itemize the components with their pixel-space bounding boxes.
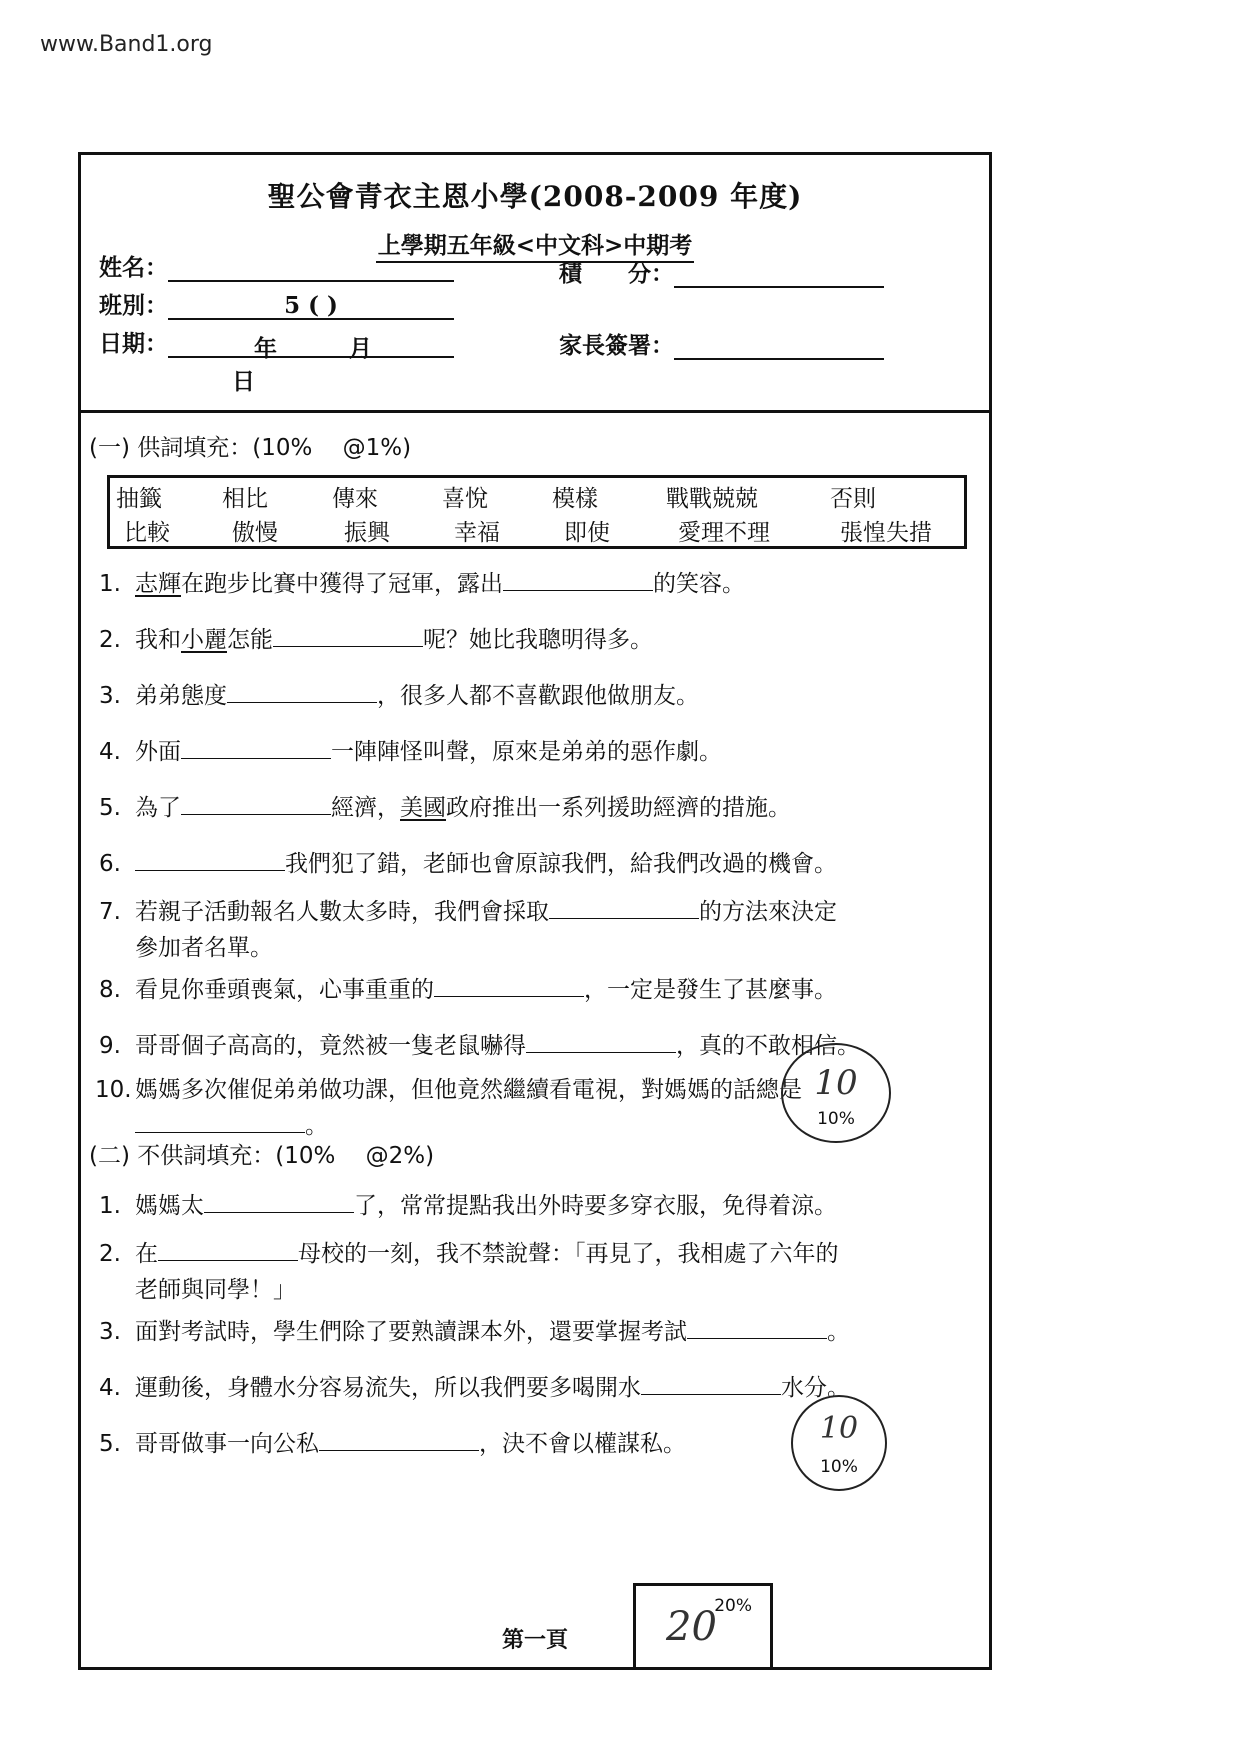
section2-score-percent: 10% bbox=[820, 1457, 858, 1477]
s1-question-7: 7. 若親子活動報名人數太多時，我們會採取 的方法來決定 bbox=[99, 899, 837, 925]
word-bank-item: 否則 bbox=[830, 486, 876, 512]
word-bank-item: 模樣 bbox=[552, 486, 598, 512]
section1-score-circle bbox=[781, 1043, 891, 1143]
word-bank-item: 戰戰兢兢 bbox=[666, 486, 758, 512]
school-title: 聖公會青衣主恩小學(2008-2009 年度) bbox=[267, 180, 803, 213]
answer-blank[interactable] bbox=[227, 682, 377, 703]
word-bank-item: 張惶失措 bbox=[840, 520, 932, 546]
name-field: 姓名： bbox=[99, 249, 454, 282]
page-total-handwritten: 20 bbox=[666, 1604, 717, 1650]
answer-blank[interactable] bbox=[135, 850, 285, 871]
section2-score-circle bbox=[791, 1395, 887, 1491]
s1-question-2: 2. 我和小麗怎能 呢？她比我聰明得多。 bbox=[99, 627, 653, 653]
answer-blank[interactable] bbox=[641, 1374, 781, 1395]
s1-question-5: 5. 為了 經濟，美國政府推出一系列援助經濟的措施。 bbox=[99, 795, 791, 821]
score-field: 積 分： bbox=[559, 255, 884, 288]
answer-blank[interactable] bbox=[135, 1112, 305, 1133]
word-bank-item: 比較 bbox=[124, 520, 170, 546]
word-bank-item: 喜悅 bbox=[442, 486, 488, 512]
parent-signature-field: 家長簽署： bbox=[559, 327, 884, 360]
exam-paper bbox=[78, 152, 992, 1670]
answer-blank[interactable] bbox=[526, 1032, 676, 1053]
word-bank-item: 即使 bbox=[564, 520, 610, 546]
class-field: 班別： 5 ( ) bbox=[99, 287, 454, 320]
s2-question-1: 1. 媽媽太 了，常常提點我出外時要多穿衣服，免得着涼。 bbox=[99, 1193, 837, 1219]
s1-question-10-cont: 。 bbox=[135, 1107, 328, 1140]
section2-handwritten-score: 10 bbox=[819, 1411, 859, 1446]
class-value: 5 ( ) bbox=[168, 292, 454, 320]
s2-question-4: 4. 運動後，身體水分容易流失，所以我們要多喝開水 水分。 bbox=[99, 1375, 850, 1401]
word-bank-item: 抽籤 bbox=[116, 486, 162, 512]
word-bank bbox=[107, 475, 967, 549]
word-bank-item: 相比 bbox=[222, 486, 268, 512]
s2-question-2-cont: 老師與同學！」 bbox=[135, 1277, 296, 1303]
exam-subtitle: 上學期五年級<中文科>中期考 bbox=[81, 227, 989, 260]
answer-blank[interactable] bbox=[503, 570, 653, 591]
word-bank-item: 傲慢 bbox=[232, 520, 278, 546]
s1-question-10: 10. 媽媽多次催促弟弟做功課，但他竟然繼續看電視，對媽媽的話總是 bbox=[95, 1077, 802, 1103]
s1-question-4: 4. 外面 一陣陣怪叫聲，原來是弟弟的惡作劇。 bbox=[99, 739, 722, 765]
word-bank-item: 幸福 bbox=[454, 520, 500, 546]
answer-blank[interactable] bbox=[158, 1240, 298, 1261]
answer-blank[interactable] bbox=[434, 976, 584, 997]
answer-blank[interactable] bbox=[273, 626, 423, 647]
answer-blank[interactable] bbox=[181, 794, 331, 815]
answer-blank[interactable] bbox=[204, 1192, 354, 1213]
answer-blank[interactable] bbox=[181, 738, 331, 759]
s1-question-9: 9. 哥哥個子高高的，竟然被一隻老鼠嚇得 ，真的不敢相信。 bbox=[99, 1033, 860, 1059]
section1-handwritten-score: 10 bbox=[814, 1063, 858, 1103]
section1-title: (一) 供詞填充：(10% @1%) bbox=[89, 435, 412, 461]
word-bank-item: 振興 bbox=[344, 520, 390, 546]
s2-question-2: 2. 在 母校的一刻，我不禁說聲：「再見了，我相處了六年的 bbox=[99, 1241, 839, 1267]
answer-blank[interactable] bbox=[549, 898, 699, 919]
s2-question-3: 3. 面對考試時，學生們除了要熟讀課本外，還要掌握考試 。 bbox=[99, 1319, 850, 1345]
answer-blank[interactable] bbox=[319, 1430, 479, 1451]
word-bank-item: 傳來 bbox=[332, 486, 378, 512]
s1-question-1: 1. 志輝在跑步比賽中獲得了冠軍，露出 的笑容。 bbox=[99, 571, 745, 597]
s1-question-7-cont: 參加者名單。 bbox=[135, 935, 273, 961]
s2-question-5: 5. 哥哥做事一向公私 ，決不會以權謀私。 bbox=[99, 1431, 686, 1457]
word-bank-item: 愛理不理 bbox=[678, 520, 770, 546]
date-field: 日期： 年 月 日 bbox=[99, 325, 454, 358]
watermark: www.Band1.org bbox=[40, 32, 213, 57]
section2-title: (二) 不供詞填充：(10% @2%) bbox=[89, 1143, 435, 1169]
s1-question-6: 6. 我們犯了錯，老師也會原諒我們，給我們改過的機會。 bbox=[99, 851, 837, 877]
answer-blank[interactable] bbox=[687, 1318, 827, 1339]
s1-question-3: 3. 弟弟態度 ，很多人都不喜歡跟他做朋友。 bbox=[99, 683, 699, 709]
s1-question-8: 8. 看見你垂頭喪氣，心事重重的 ，一定是發生了甚麼事。 bbox=[99, 977, 837, 1003]
section1-score-percent: 10% bbox=[817, 1109, 855, 1129]
name-line bbox=[168, 254, 454, 282]
paper-header bbox=[81, 155, 989, 413]
page-total-percent: 20% bbox=[714, 1596, 752, 1616]
page-number: 第一頁 bbox=[501, 1627, 568, 1653]
